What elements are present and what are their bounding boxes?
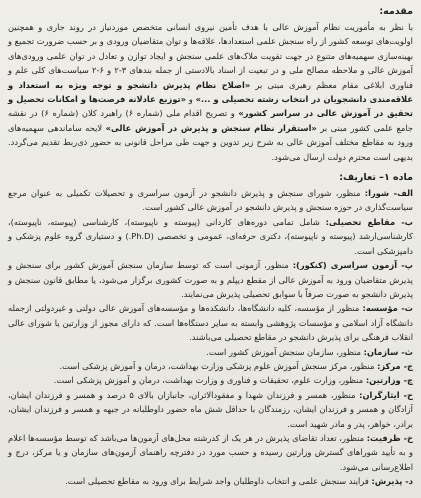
- definition-term: خ- ظرفیت:: [366, 432, 413, 443]
- definition-text: منظور، وزارت علوم، تحقیقات و فناوری و وزارت بهداشت، درمان و آموزش پزشکی است.: [53, 375, 364, 386]
- definition-text: منظور از مؤسسه، کلیه دانشگاه‌ها، دانشکده‌ها و مؤسسه‌های آموزش عالی دولتی و غیردولتی ازجمله دانشگاه آزاد اسلامی و مؤسسات پژوهشی وابسته به سایر دستگاه‌ها است. که دارای مجوز از وزارتین یا شورای عالی انقلاب فرهنگی برای پذیرش دانشجو در مقاطع تحصیلی می‌باشند.: [8, 303, 413, 343]
- definition-item: [8, 359, 413, 373]
- definition-text: منظور، مرکز سنجش آموزش علوم پزشکی وزارت بهداشت، درمان و آموزش پزشکی است.: [59, 360, 375, 371]
- quote-assessment-system: «استقرار نظام سنجش و پذیرش در آموزش عالی»: [105, 122, 317, 133]
- definition-text: فرایند سنجش علمی و انتخاب داوطلبان واجد شرایط برای ورود به مقاطع تحصیلی است.: [65, 476, 369, 487]
- definition-item: [8, 431, 413, 474]
- definition-text: منظور، تعداد تقاضای پذیرش در هر یک از کدرشته محل‌های آزمون‌ها می‌باشد که توسط مؤسسه‌ها اعلام و به تأیید شوراهای گسترش وزارتین رسیده و حسب مورد در دفترچه راهنمای آزمون‌های سازمان و یا مرکز، درج و اطلاع‌رسانی می‌شود.: [8, 432, 413, 472]
- definition-item: [8, 301, 413, 344]
- intro-text: با نظر به مأموریت نظام آموزش عالی با هدف تأمین نیروی انسانی متخصص موردنیاز در روند جاری و همچنین اولویت‌های توسعه کشور از راه سنجش علمی استعدادها، علاقه‌ها و توان متقاضیان ورودی و بر حسب ضرورت تجمیع و بهینه‌سازی سهمیه‌های متنوع در جهت تقویت ملاک‌های علمی سنجش و ایجاد توازن و تعادل در توان علمی ورودی‌های آموزش عالی و ملاحظه مصالح ملی و در تبعیت از اسناد بالادستی از جمله بندهای ۳-۲ و ۶-۲ سیاست‌های کلی علم و فناوری ابلاغی مقام معظم رهبری مبنی بر: [8, 22, 413, 90]
- definition-item: [8, 186, 413, 215]
- definition-term: ج- مرکز:: [377, 360, 413, 371]
- definition-item: [8, 215, 413, 258]
- quote-fair-distribution: «توزیع عادلانه فرصت‌ها و امکانات تحصیل و تحقیق در آموزش عالی در سراسر کشور»: [8, 94, 414, 119]
- definition-term: پ- آزمون سراسری (کنکور):: [292, 260, 413, 271]
- intro-heading: مقدمه:: [379, 6, 413, 17]
- definition-term: ث- سازمان:: [363, 346, 413, 357]
- definition-text: منظور، همسر و فرزندان شهدا و مفقودالاثران، جانبازان بالای ۵ درصد و همسر و فرزندان ایشان، آزادگان و همسر و فرزندان ایشان، رزمندگان با حداقل شش ماه حضور داوطلبانه در جبهه و همسر و فرزندان ایشان، برادر، خواهر، پدر و مادر شهید است.: [8, 389, 413, 429]
- definition-item: [8, 388, 413, 431]
- definition-term: ب- مقاطع تحصیلی:: [325, 216, 413, 227]
- definition-text: منظور، آزمونی است که توسط سازمان سنجش آموزش کشور برای سنجش و پذیرش متقاضیان ورود به آموزش عالی از مقطع دیپلم و به صورت کشوری برگزار می‌شود، یا مطابق قانون سنجش و پذیرش دانشجو به صورت صرفاً با سوابق تحصیلی پذیرش می‌نمایند.: [8, 260, 413, 299]
- article1-heading: ماده ۱– تعاریف:: [339, 172, 413, 184]
- quote-reform-admission: «اصلاح نظام پذیرش دانشجو و توجه ویژه به استعداد و علاقه‌مندی دانشجویان در انتخاب رشته تحصیلی و ...»: [8, 79, 413, 105]
- definition-text: منظور، سازمان سنجش آموزش کشور است.: [206, 346, 361, 357]
- definition-term: ت- مؤسسه:: [362, 303, 413, 314]
- definition-item: [8, 258, 413, 301]
- definition-term: الف- شورا:: [364, 188, 413, 199]
- definition-term: چ- وزارتین:: [365, 375, 413, 386]
- conjunction: و: [188, 94, 193, 105]
- definition-term: ح- ایثارگران:: [359, 389, 413, 400]
- intro-text-continued: و تصریح اقدام ملی (شماره ۶) راهبرد کلان (شماره ۶) در نقشه جامع علمی کشور مبنی بر: [8, 108, 414, 133]
- definition-text: شامل تمامی دوره‌های کاردانی (پیوسته و ناپیوسته)، کارشناسی (پیوسته، ناپیوسته)، کارشناسی‌ارشد (پیوسته و ناپیوسته)، دکتری حرفه‌ای، عمومی و تخصصی (Ph.D.) و دستیاری گروه علوم پزشکی و دامپزشکی است.: [8, 216, 414, 256]
- definition-item: [8, 474, 413, 488]
- document-body: [8, 4, 413, 489]
- definition-item: [8, 345, 413, 359]
- intro-paragraph: [8, 20, 413, 164]
- definition-item: [8, 373, 413, 387]
- intro-closing: لایحه ساماندهی سهمیه‌های ورود به مقاطع مختلف آموزش عالی به شرح زیر تدوین و جهت طی مراحل قانونی به حضور ذی‌ربط تقدیم می‌گردد. بدیهی است محترم دولت ارسال می‌شود.: [8, 122, 413, 162]
- definition-text: منظور، شورای سنجش و پذیرش دانشجو در آزمون سراسری و تحصیلات تکمیلی به عنوان مرجع سیاست‌گذاری در حوزه سنجش و پذیرش دانشجو در آموزش عالی کشور است.: [8, 188, 413, 213]
- definition-term: د- پذیرش:: [371, 476, 413, 487]
